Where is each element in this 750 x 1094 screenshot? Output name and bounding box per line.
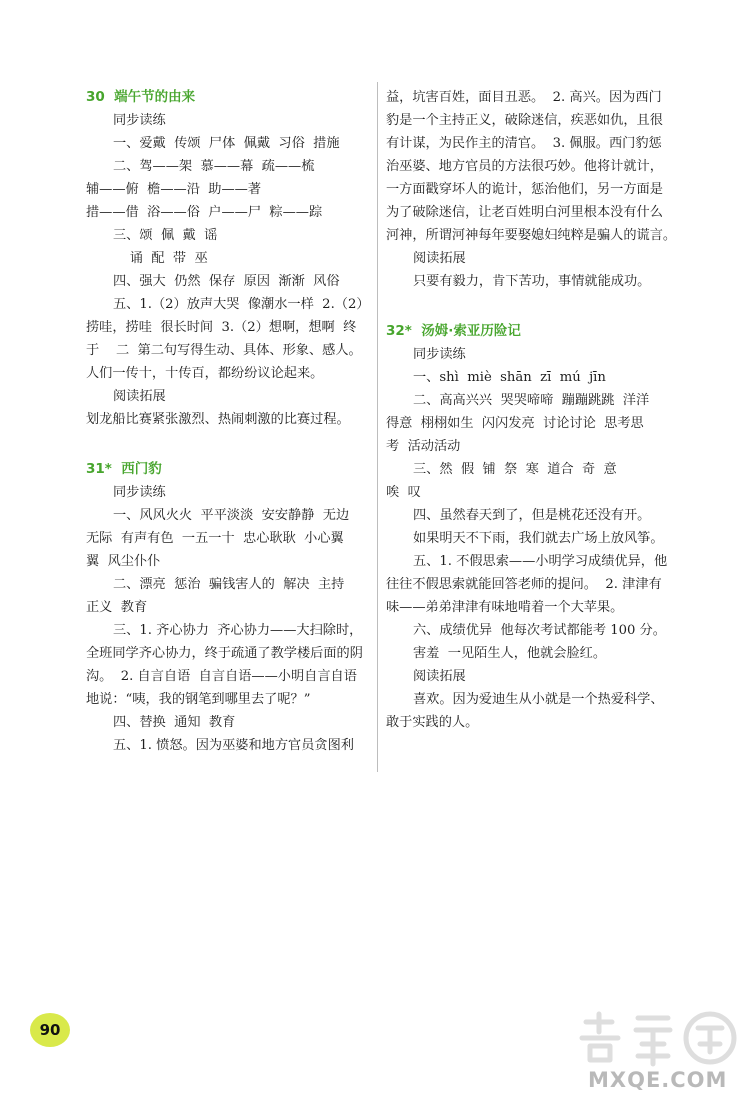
section-title-32: 32* 汤姆·索亚历险记 xyxy=(386,323,521,339)
text-line: 人们一传十，十传百，都纷纷议论起来。 xyxy=(86,366,324,381)
text-line: 无际 有声有色 一五一十 忠心耿耿 小心翼 xyxy=(86,531,344,546)
text-line: 阅读拓展 xyxy=(413,251,466,266)
section-title-30: 30 端午节的由来 xyxy=(86,89,196,105)
text-line: 往往不假思索就能回答老师的提问。 2. 津津有 xyxy=(386,577,662,592)
section-title-31: 31* 西门豹 xyxy=(86,461,162,477)
text-line: 沟。 2. 自言自语 自言自语——小明自言自语 xyxy=(86,669,357,684)
column-divider xyxy=(377,82,378,772)
text-line: 阅读拓展 xyxy=(113,389,166,404)
text-line: 四、强大 仍然 保存 原因 渐渐 风俗 xyxy=(113,274,340,289)
text-line: 益，坑害百姓，面目丑恶。 2. 高兴。因为西门 xyxy=(386,90,662,105)
text-line: 味——弟弟津津有味地啃着一个大苹果。 xyxy=(386,600,624,615)
text-line: 措——借 浴——俗 户——尸 粽——踪 xyxy=(86,205,323,220)
text-line: 同步读练 xyxy=(113,485,166,500)
text-line: 害羞 一见陌生人，他就会脸红。 xyxy=(413,646,607,661)
text-line: 河神，所谓河神每年要娶媳妇纯粹是骗人的谎言。 xyxy=(386,228,677,243)
text-line: 三、然 假 铺 祭 寒 道合 奇 意 xyxy=(413,462,617,477)
text-line: 辅——俯 檐——沿 助——著 xyxy=(86,182,262,197)
text-line: 得意 栩栩如生 闪闪发亮 讨论讨论 思考思 xyxy=(386,416,644,431)
text-line: 五、1. 愤怒。因为巫婆和地方官员贪图利 xyxy=(113,738,354,753)
text-line: 二、高高兴兴 哭哭啼啼 蹦蹦跳跳 洋洋 xyxy=(413,393,650,408)
text-line: 同步读练 xyxy=(113,113,166,128)
text-line: 有计谋，为民作主的清官。 3. 佩服。西门豹惩 xyxy=(386,136,662,151)
text-line: 五、1.（2）放声大哭 像潮水一样 2.（2） xyxy=(113,297,370,312)
text-line: 阅读拓展 xyxy=(413,669,466,684)
text-line: 喜欢。因为爱迪生从小就是一个热爱科学、 xyxy=(413,692,664,707)
text-line: 二、漂亮 惩治 骗钱害人的 解决 主持 xyxy=(113,577,345,592)
text-line: 一、shì miè shān zī mú jīn xyxy=(413,370,606,385)
text-line: 全班同学齐心协力，终于疏通了教学楼后面的阴 xyxy=(86,646,363,661)
watermark-text: MXQE.COM xyxy=(588,1068,728,1092)
text-line: 捞哇，捞哇 很长时间 3.（2）想啊，想啊 终 xyxy=(86,320,357,335)
text-line: 地说：“咦，我的钢笔到哪里去了呢？” xyxy=(86,692,311,707)
text-line: 正义 教育 xyxy=(86,600,148,615)
text-line: 考 活动活动 xyxy=(386,439,461,454)
text-line: 治巫婆、地方官员的方法很巧妙。他将计就计， xyxy=(386,159,663,174)
right-column xyxy=(386,86,681,734)
text-line: 诵 配 带 巫 xyxy=(113,251,208,266)
left-column xyxy=(86,86,370,757)
text-line: 唉 叹 xyxy=(386,485,421,500)
text-line: 敢于实践的人。 xyxy=(386,715,479,730)
page-number: 90 xyxy=(30,1013,70,1047)
text-line: 六、成绩优异 他每次考试都能考 100 分。 xyxy=(413,623,666,638)
text-line: 二、驾——架 慕——幕 疏——梳 xyxy=(113,159,315,174)
text-line: 同步读练 xyxy=(413,347,466,362)
text-line: 如果明天不下雨，我们就去广场上放风筝。 xyxy=(413,531,664,546)
text-line: 四、替换 通知 教育 xyxy=(113,715,236,730)
text-line: 一、风风火火 平平淡淡 安安静静 无边 xyxy=(113,508,350,523)
text-line: 于 二 第二句写得生动、具体、形象、感人。 xyxy=(86,343,362,358)
text-line: 三、颂 佩 戴 谣 xyxy=(113,228,218,243)
text-line: 四、虽然春天到了，但是桃花还没有开。 xyxy=(413,508,651,523)
text-line: 三、1. 齐心协力 齐心协力——大扫除时， xyxy=(113,623,363,638)
text-line: 翼 风尘仆仆 xyxy=(86,554,161,569)
text-line: 五、1. 不假思索——小明学习成绩优异，他 xyxy=(413,554,668,569)
text-line: 一、爱戴 传颂 尸体 佩戴 习俗 措施 xyxy=(113,136,340,151)
text-line: 只要有毅力，肯下苦功，事情就能成功。 xyxy=(413,274,651,289)
text-line: 豹是一个主持正义，破除迷信，疾恶如仇，且很 xyxy=(386,113,663,128)
text-line: 一方面戳穿坏人的诡计，惩治他们，另一方面是 xyxy=(386,182,663,197)
text-line: 划龙船比赛紧张激烈、热闹刺激的比赛过程。 xyxy=(86,412,350,427)
text-line: 为了破除迷信，让老百姓明白河里根本没有什么 xyxy=(386,205,663,220)
